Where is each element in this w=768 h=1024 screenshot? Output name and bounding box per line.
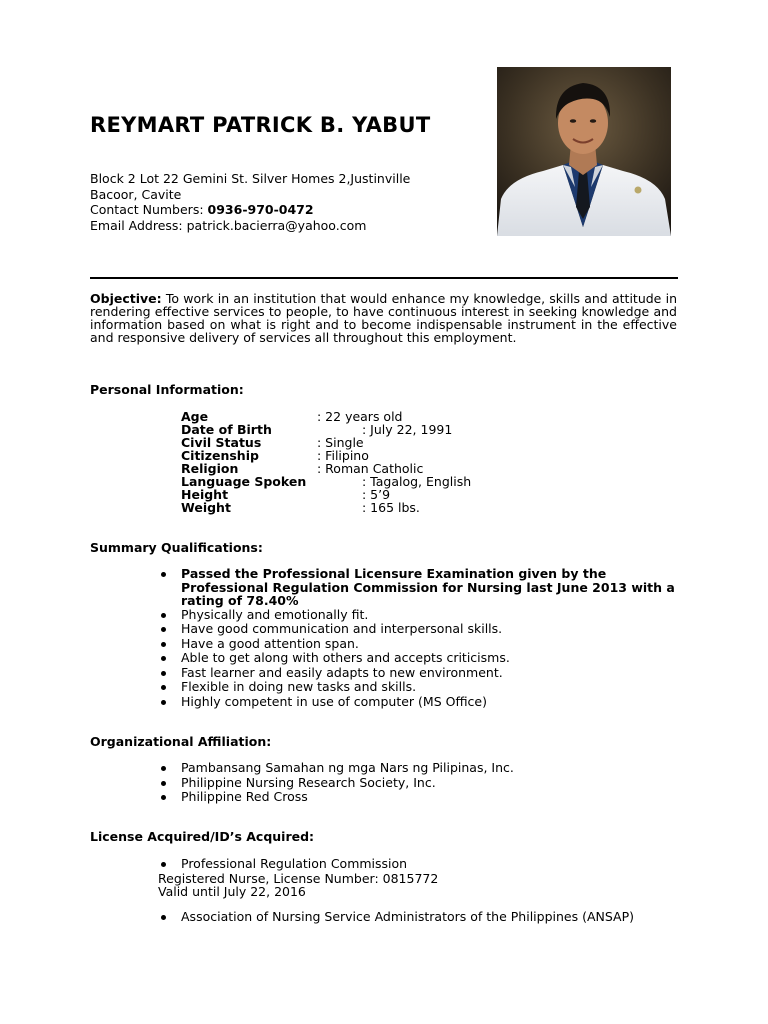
license-validity: Valid until July 22, 2016 xyxy=(158,884,306,899)
address-line-2: Bacoor, Cavite xyxy=(90,186,182,202)
list-item: Fast learner and easily adapts to new environment. xyxy=(158,666,681,681)
objective-paragraph xyxy=(90,292,677,344)
contact-numbers xyxy=(90,202,410,218)
info-label: Citizenship xyxy=(181,448,259,463)
email-address xyxy=(90,218,410,234)
contact-label: Contact Numbers: xyxy=(90,202,208,217)
qualifications-list xyxy=(158,567,681,709)
list-item: Flexible in doing new tasks and skills. xyxy=(158,680,681,695)
affiliation-heading: Organizational Affiliation: xyxy=(90,734,272,749)
list-item: Able to get along with others and accepts criticisms. xyxy=(158,651,681,666)
info-value: : Roman Catholic xyxy=(317,461,424,476)
list-item: Physically and emotionally fit. xyxy=(158,608,681,623)
list-item: Have a good attention span. xyxy=(158,637,681,652)
list-item: Philippine Red Cross xyxy=(158,790,514,805)
info-value: : July 22, 1991 xyxy=(362,422,453,437)
contact-block xyxy=(90,171,410,233)
info-label: Date of Birth xyxy=(181,422,272,437)
info-label: Language Spoken xyxy=(181,474,307,489)
affiliation-list xyxy=(158,761,514,805)
list-item: Philippine Nursing Research Society, Inc. xyxy=(158,776,514,791)
info-value: : Filipino xyxy=(317,448,369,463)
info-value: : 5’9 xyxy=(362,487,391,502)
license-number: Registered Nurse, License Number: 0815772 xyxy=(158,871,439,886)
license-details xyxy=(158,872,438,898)
applicant-photo xyxy=(497,67,671,236)
list-item: Pambansang Samahan ng mga Nars ng Pilipinas, Inc. xyxy=(158,761,514,776)
list-item: Highly competent in use of computer (MS Office) xyxy=(158,695,681,710)
license-list-1 xyxy=(158,857,407,872)
info-value: : Single xyxy=(317,435,364,450)
list-item: Have good communication and interpersonal skills. xyxy=(158,622,681,637)
objective-text: To work in an institution that would enhance my knowledge, skills and attitude in rendering effective services to people, to have continuous interest in seeking knowledge and information based on what is right and to become indispensable instrument in the effective and responsive delivery of services all throughout this employment. xyxy=(90,291,677,345)
info-label: Religion xyxy=(181,461,239,476)
list-item: Professional Regulation Commission xyxy=(158,857,407,872)
info-value: : 165 lbs. xyxy=(362,500,420,515)
license-list-2 xyxy=(158,910,641,923)
list-item: Association of Nursing Service Administrators of the Philippines (ANSAP) xyxy=(158,910,641,923)
license-heading: License Acquired/ID’s Acquired: xyxy=(90,829,315,844)
info-label: Weight xyxy=(181,500,231,515)
address-line-1: Block 2 Lot 22 Gemini St. Silver Homes 2,Justinville xyxy=(90,171,411,186)
contact-value: 0936-970-0472 xyxy=(207,202,314,217)
info-label: Height xyxy=(181,487,229,502)
info-label: Age xyxy=(181,409,209,424)
email-value: patrick.bacierra@yahoo.com xyxy=(186,217,367,233)
info-value: : Tagalog, English xyxy=(362,474,472,489)
info-value: : 22 years old xyxy=(317,409,403,424)
applicant-name: REYMART PATRICK B. YABUT xyxy=(90,113,431,137)
header-divider xyxy=(90,277,678,279)
list-item: Passed the Professional Licensure Examination given by the Professional Regulation Commission for Nursing last June 2013 with a rating of 78.40% xyxy=(158,567,681,608)
personal-info-heading: Personal Information: xyxy=(90,382,244,397)
qualifications-heading: Summary Qualifications: xyxy=(90,540,263,555)
objective-label: Objective: xyxy=(90,291,162,306)
email-label: Email Address: xyxy=(90,217,187,233)
info-label: Civil Status xyxy=(181,435,262,450)
